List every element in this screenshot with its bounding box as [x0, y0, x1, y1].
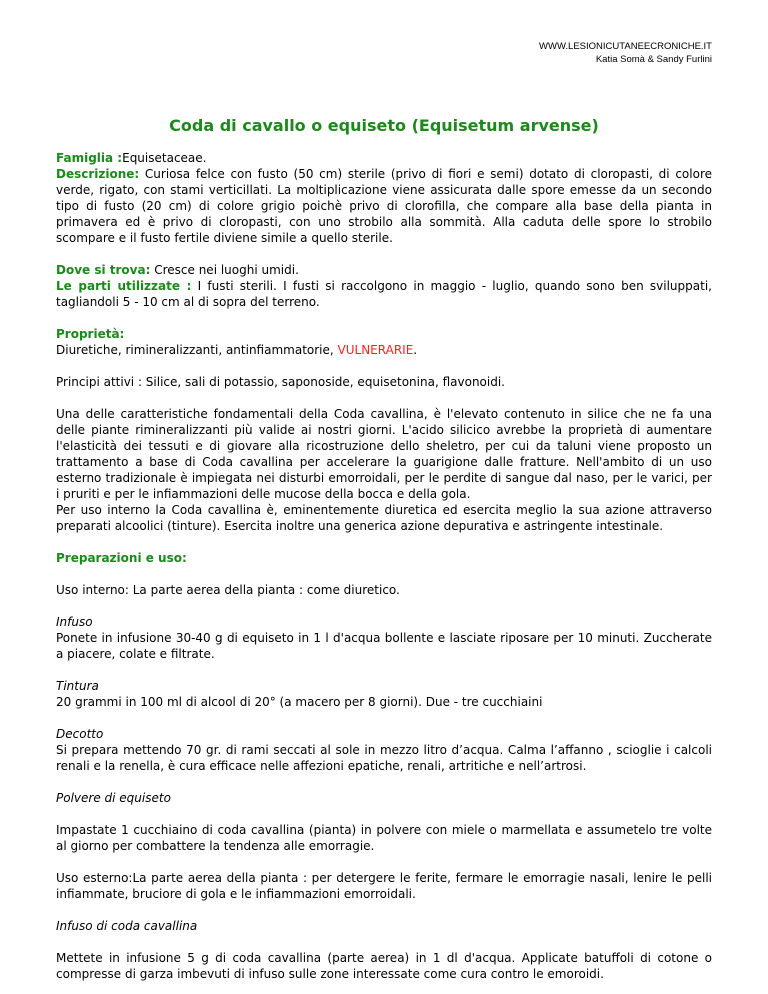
famiglia-line [56, 150, 712, 166]
tintura-title: Tintura [56, 679, 99, 693]
page-header [539, 40, 712, 66]
proprieta-text: Diuretiche, rimineralizzanti, antinfiammatorie, [56, 343, 338, 357]
paragraph-uso-interno: Per uso interno la Coda cavallina è, eminentemente diuretica ed esercita meglio la sua azione attraverso preparati alcoolici (tinture). Esercita inoltre una generica azione depurativa e astringente intestinale. [56, 503, 712, 533]
descrizione-paragraph [56, 166, 712, 246]
proprieta-label-line [56, 326, 712, 342]
descrizione-label: Descrizione: [56, 167, 140, 181]
tintura-text: 20 grammi in 100 ml di alcool di 20° (a macero per 8 giorni). Due - tre cucchiaini [56, 695, 543, 709]
document-body [56, 150, 712, 982]
page-title: Coda di cavallo o equiseto (Equisetum arvense) [169, 116, 599, 135]
vulnerarie-highlight: VULNERARIE [337, 343, 414, 357]
dove-label: Dove si trova: [56, 263, 151, 277]
uso-esterno-paragraph: Uso esterno:La parte aerea della pianta : per detergere le ferite, fermare le emorragie nasali, lenire le pelli infiammate, bruciore di gola e le infiammazioni emorroidali. [56, 871, 712, 901]
famiglia-label: Famiglia : [56, 151, 123, 165]
parti-text: I fusti sterili. I fusti si raccolgono in maggio - luglio, quando sono ben sviluppati, tagliandoli 5 - 10 cm al di sopra del terreno. [56, 279, 712, 309]
polvere-title: Polvere di equiseto [56, 791, 171, 805]
proprieta-label: Proprietà: [56, 327, 125, 341]
dove-line [56, 262, 712, 278]
polvere-text: Impastate 1 cucchiaino di coda cavallina (pianta) in polvere con miele o marmellata e assumetelo tre volte al giorno per combattere la tendenza alle emorragie. [56, 823, 712, 853]
paragraph-silice: Una delle caratteristiche fondamentali della Coda cavallina, è l'elevato contenuto in silice che ne fa una delle piante rimineralizzanti più valide ai nostri giorni. L'acido silicico avrebbe la proprietà di aumentare l'elasticità dei tessuti e di giovare alla ricostruzione dello sheletro, per cui da taluni viene proposto un trattamento a base di Coda cavallina per accelerare la guarigione dalle fratture. Nell'ambito di un uso esterno tradizionale è impiegata nei disturbi emorroidali, per le perdite di sangue dal naso, per le varici, per i pruriti e per le infiammazioni delle mucose della bocca e della gola. [56, 407, 712, 501]
parti-label: Le parti utilizzate : [56, 279, 192, 293]
site-url: WWW.LESIONICUTANEECRONICHE.IT [539, 41, 712, 52]
proprieta-end: . [413, 343, 418, 357]
principi-line: Principi attivi : Silice, sali di potassio, saponoside, equisetonina, flavonoidi. [56, 375, 505, 389]
infuso-text: Ponete in infusione 30-40 g di equiseto in 1 l d'acqua bollente e lasciate riposare per 10 minuti. Zuccherate a piacere, colate e filtrate. [56, 631, 712, 661]
infuso-title: Infuso [56, 615, 93, 629]
preparazioni-heading [56, 550, 712, 566]
decotto-title: Decotto [56, 727, 104, 741]
authors: Katia Somà & Sandy Furlini [595, 54, 712, 65]
famiglia-text: Equisetaceae. [122, 151, 207, 165]
proprieta-line [56, 342, 712, 358]
preparazioni-label: Preparazioni e uso: [56, 551, 187, 565]
parti-paragraph [56, 278, 712, 310]
descrizione-text: Curiosa felce con fusto (50 cm) sterile (privo di fiori e semi) dotato di cloropasti, di colore verde, rigato, con stami verticillati. La moltiplicazione viene assicurata dalle spore emesse da un secondo tipo di fusto (20 cm) di colore grigio poichè privo di clorofilla, che compare alla base della pianta in primavera ed è privo di cloropasti, con uno strobilo alla sommità. Alla caduta delle spore lo strobilo scompare e il fusto fertile diviene simile a quello sterile. [56, 167, 712, 245]
uso-interno-line: Uso interno: La parte aerea della pianta : come diuretico. [56, 583, 400, 597]
decotto-text: Si prepara mettendo 70 gr. di rami seccati al sole in mezzo litro d’acqua. Calma l’affanno , scioglie i calcoli renali e la renella, è cura efficace nelle affezioni epatiche, renali, artritiche e nell’artrosi. [56, 743, 712, 773]
infuso-coda-title: Infuso di coda cavallina [56, 919, 198, 933]
dove-text: Cresce nei luoghi umidi. [150, 263, 299, 277]
infuso-coda-text: Mettete in infusione 5 g di coda cavallina (parte aerea) in 1 dl d'acqua. Applicate batuffoli di cotone o compresse di garza imbevuti di infuso sulle zone interessate come cura contro le emoroidi. [56, 951, 712, 981]
